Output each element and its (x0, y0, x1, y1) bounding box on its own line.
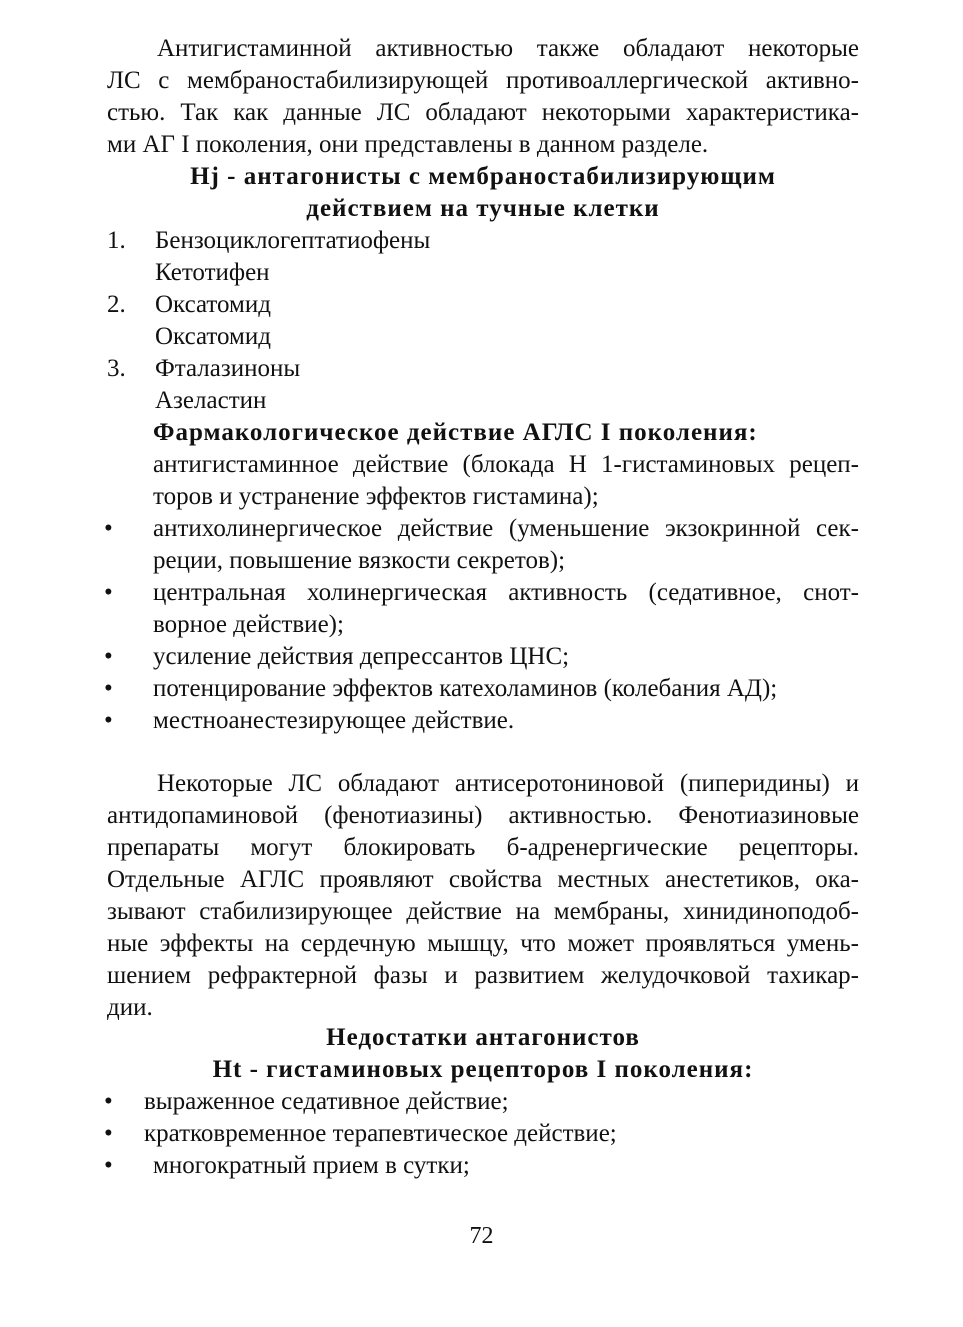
drawback-item-2: кратковременное терапевтическое действие; (144, 1120, 617, 1147)
paragraph2-line-7: шением рефрактерной фазы и развитием желудочковой тахикар- (107, 962, 859, 989)
section-heading-3-line-1: Недостатки антагонистов (326, 1024, 640, 1051)
bullet-icon: • (104, 643, 113, 670)
action-item-3: усиление действия депрессантов ЦНС; (153, 643, 570, 670)
bullet-icon: • (104, 675, 113, 702)
action-item-1-line-1: антихолинергическое действие (уменьшение экзокринной сек- (153, 515, 859, 542)
group-number-2: 2. (107, 291, 126, 318)
group-drug-2: Оксатомид (155, 323, 271, 350)
group-drug-3: Азеластин (155, 387, 267, 414)
action-item-5: местноанестезирующее действие. (153, 707, 515, 734)
action-item-2-line-1: центральная холинергическая активность (седативное, снот- (153, 579, 859, 606)
paragraph2-line-8: дии. (107, 994, 153, 1021)
intro-line-4: ми АГ I поколения, они представлены в данном разделе. (107, 131, 709, 158)
action-item-4: потенцирование эффектов катехоламинов (колебания АД); (153, 675, 778, 702)
paragraph2-line-3: препараты могут блокировать б-адренергические рецепторы. (107, 834, 859, 861)
paragraph2-line-5: зывают стабилизирующее действие на мембраны, хинидиноподоб- (107, 898, 859, 925)
group-drug-1: Кетотифен (155, 259, 270, 286)
section-heading-1-line-2: действием на тучные клетки (306, 195, 660, 222)
paragraph2-line-1: Некоторые ЛС обладают антисеротониновой (пиперидины) и (157, 770, 859, 797)
group-name-1: Бензоциклогептатиофены (155, 227, 431, 254)
drawback-item-1: выраженное седативное действие; (144, 1088, 509, 1115)
action-item-2-line-2: ворное действие); (153, 611, 344, 638)
group-name-3: Фталазиноны (155, 355, 301, 382)
page-number: 72 (469, 1223, 494, 1249)
section-heading-1-line-1: Hj - антагонисты с мембраностабилизирующим (190, 163, 776, 190)
paragraph2-line-4: Отдельные АГЛС проявляют свойства местных анестетиков, ока- (107, 866, 859, 893)
section-heading-3-line-2: Ht - гистаминовых рецепторов I поколения: (212, 1056, 754, 1083)
action-item-1-line-2: реции, повышение вязкости секретов); (153, 547, 566, 574)
bullet-icon: • (104, 707, 113, 734)
group-name-2: Оксатомид (155, 291, 271, 318)
group-number-1: 1. (107, 227, 126, 254)
bullet-icon: • (104, 515, 113, 542)
paragraph2-line-6: ные эффекты на сердечную мышцу, что может проявляться умень- (107, 930, 859, 957)
drawback-item-3: многократный прием в сутки; (153, 1152, 470, 1179)
bullet-icon: • (104, 579, 113, 606)
action-first-line-1: антигистаминное действие (блокада Н 1-гистаминовых рецеп- (153, 451, 859, 478)
intro-line-3: стью. Так как данные ЛС обладают некоторыми характеристика- (107, 99, 859, 126)
bullet-icon: • (104, 1088, 113, 1115)
section-heading-2: Фармакологическое действие АГЛС I поколения: (153, 419, 758, 446)
intro-line-1: Антигистаминной активностью также обладают некоторые (157, 35, 859, 62)
action-first-line-2: торов и устранение эффектов гистамина); (153, 483, 599, 510)
paragraph2-line-2: антидопаминовой (фенотиазины) активностью. Фенотиазиновые (107, 802, 859, 829)
bullet-icon: • (104, 1120, 113, 1147)
bullet-icon: • (104, 1152, 113, 1179)
group-number-3: 3. (107, 355, 126, 382)
intro-line-2: ЛС с мембраностабилизирующей противоаллергической активно- (107, 67, 859, 94)
